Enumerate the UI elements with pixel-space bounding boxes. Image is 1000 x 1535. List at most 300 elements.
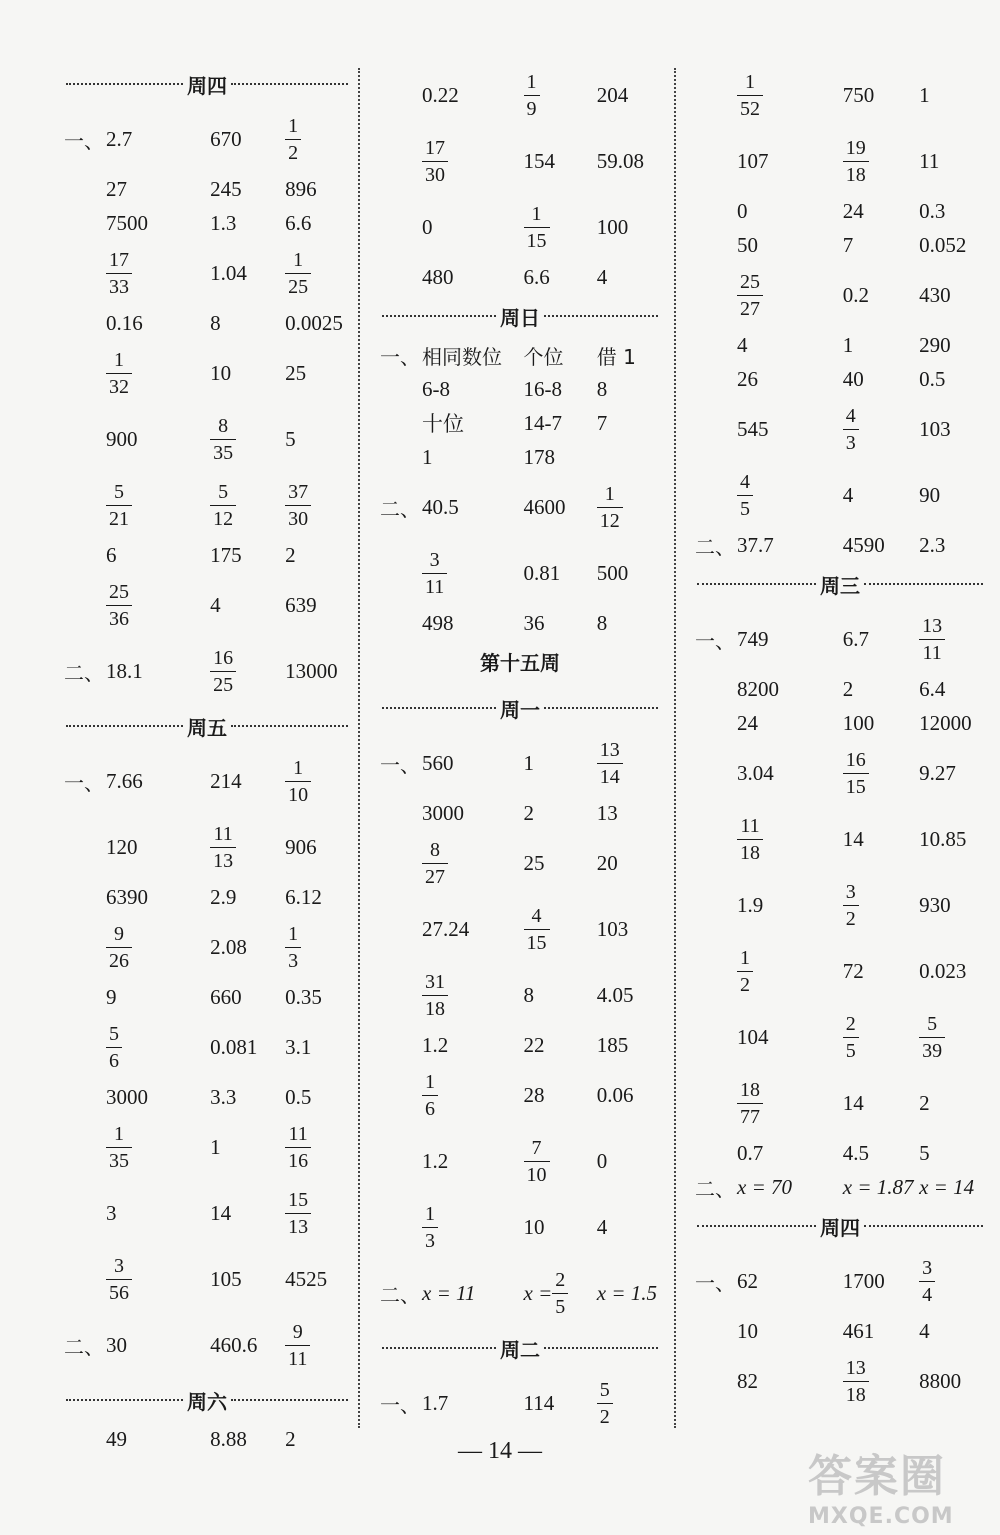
answer-cell: 430	[919, 282, 951, 307]
section-header	[380, 1326, 660, 1370]
fraction	[737, 816, 763, 863]
denominator: 56	[106, 1279, 132, 1303]
answer-row	[695, 1248, 985, 1314]
answer-cell: 0.023	[919, 958, 967, 983]
question-number: 二、	[695, 534, 735, 559]
question-number: 一、	[380, 1392, 420, 1417]
numerator: 9	[114, 922, 124, 945]
answer-cell	[106, 582, 210, 629]
numerator: 11	[288, 1122, 308, 1145]
answer-cell: 13000	[285, 658, 338, 683]
section-title: 周五	[187, 715, 227, 740]
answer-cell	[422, 1204, 524, 1251]
answer-row	[64, 406, 350, 472]
denominator: 18	[422, 995, 448, 1019]
answer-cell	[524, 906, 597, 953]
numerator: 5	[599, 1378, 610, 1401]
answer-row	[64, 572, 350, 638]
answer-row	[695, 1314, 985, 1348]
denominator: 14	[597, 763, 623, 787]
answer-row	[380, 1028, 660, 1062]
answer-cell: 7.66	[106, 768, 143, 793]
denominator: 3	[285, 947, 301, 971]
answer-cell: 16-8	[523, 376, 563, 401]
denominator: 30	[285, 505, 311, 529]
answer-cell: 借 1	[596, 344, 636, 369]
denominator: 18	[843, 161, 869, 185]
answer-cell: 120	[106, 834, 138, 859]
answer-cell: 8200	[737, 676, 779, 701]
answer-cell: 460.6	[210, 1332, 258, 1357]
answer-cell: 100	[842, 710, 875, 735]
denominator: 5	[737, 495, 753, 519]
answer-cell: 6.7	[842, 626, 870, 651]
answer-cell	[597, 484, 660, 531]
answer-cell: 4	[842, 482, 854, 507]
answer-cell: 0	[737, 198, 748, 223]
equation: x = 14	[919, 1174, 975, 1199]
answer-row	[380, 62, 660, 128]
answer-cell: 178	[523, 444, 556, 469]
answer-row	[64, 538, 350, 572]
numerator: 13	[922, 614, 943, 637]
answer-cell: 2	[523, 800, 535, 825]
answer-cell: 4	[737, 332, 748, 357]
dotted-leader	[231, 725, 348, 727]
dotted-leader	[544, 1347, 658, 1349]
denominator: 18	[843, 1381, 869, 1405]
answer-cell: 十位	[422, 412, 464, 436]
numerator: 4	[531, 904, 542, 927]
denominator: 13	[285, 1213, 311, 1237]
fraction	[919, 1014, 945, 1061]
answer-cell	[422, 1072, 524, 1119]
numerator: 11	[740, 814, 760, 837]
question-number: 二、	[380, 496, 420, 521]
fraction	[597, 484, 623, 531]
answer-cell: 2	[285, 1426, 296, 1451]
fraction	[422, 972, 448, 1019]
answer-cell: 1.2	[422, 1148, 449, 1173]
answer-cell: 10	[210, 360, 232, 385]
answer-cell: 50	[737, 232, 758, 257]
numerator: 3	[922, 1256, 933, 1279]
page-number-value: 14	[488, 1438, 512, 1464]
answer-cell	[422, 138, 524, 185]
answer-cell	[106, 924, 210, 971]
answer-row	[695, 606, 985, 672]
answer-row	[64, 1080, 350, 1114]
denominator: 2	[737, 971, 753, 995]
answer-cell	[210, 824, 285, 871]
answer-cell: 103	[596, 916, 629, 941]
answer-row	[64, 306, 350, 340]
numerator: 17	[425, 136, 445, 159]
fraction	[597, 1380, 613, 1427]
answer-row	[64, 106, 350, 172]
answer-cell: 37.7	[737, 532, 774, 557]
page-number: — 14 —	[458, 1438, 542, 1464]
answer-cell	[919, 1175, 985, 1200]
answer-cell: 480	[422, 264, 454, 289]
answer-cell: 896	[285, 176, 317, 201]
answer-row	[695, 706, 985, 740]
answer-cell: 906	[285, 834, 317, 859]
equation: x = 1.87	[842, 1174, 914, 1199]
section-title: 周二	[500, 1337, 540, 1362]
answer-cell: 0.0025	[285, 310, 343, 335]
answer-row	[695, 672, 985, 706]
answer-cell	[422, 550, 524, 597]
section-title: 周四	[820, 1215, 860, 1240]
answer-row	[64, 880, 350, 914]
answer-row	[380, 730, 660, 796]
answer-cell: 1	[210, 1134, 221, 1159]
answer-cell	[285, 924, 350, 971]
watermark-text: 答案圈	[808, 1451, 946, 1502]
answer-cell: 0.06	[596, 1082, 634, 1107]
answer-row	[695, 528, 985, 562]
answer-cell: 4.5	[842, 1140, 870, 1165]
answer-cell: 6.12	[285, 884, 322, 909]
answer-cell	[285, 250, 350, 297]
answer-row	[380, 606, 660, 640]
denominator: 10	[524, 1161, 550, 1185]
answer-cell	[422, 1281, 524, 1306]
question-number: 一、	[64, 128, 104, 153]
answer-cell: 13	[596, 800, 618, 825]
denominator: 15	[524, 929, 550, 953]
answer-cell: 49	[106, 1426, 127, 1451]
numerator: 19	[845, 136, 866, 159]
answer-cell	[524, 1138, 597, 1185]
answer-cell	[210, 648, 285, 695]
answer-cell: 10.85	[919, 826, 967, 851]
answer-cell	[210, 416, 285, 463]
denominator: 35	[106, 1147, 132, 1171]
answer-cell: 3.3	[210, 1084, 237, 1109]
answer-cell	[843, 1175, 919, 1200]
denominator: 2	[597, 1403, 613, 1427]
answer-cell: 2.7	[106, 126, 133, 151]
numerator: 3	[845, 880, 856, 903]
answer-row	[380, 1370, 660, 1436]
answer-row	[380, 474, 660, 540]
numerator: 1	[425, 1202, 435, 1225]
answer-cell: 14	[842, 1090, 864, 1115]
question-number: 二、	[64, 660, 104, 685]
answer-row	[695, 362, 985, 396]
right-column	[695, 62, 985, 1414]
dotted-leader	[382, 315, 496, 317]
numerator: 13	[599, 738, 620, 761]
answer-cell: 2.08	[210, 934, 247, 959]
answer-cell	[285, 1124, 350, 1171]
answer-cell	[843, 406, 919, 453]
section-header	[64, 1378, 350, 1422]
fraction	[106, 1256, 132, 1303]
answer-row	[380, 1194, 660, 1260]
answer-cell: 12000	[919, 710, 972, 735]
answer-cell	[843, 138, 919, 185]
dotted-leader	[544, 315, 658, 317]
denominator: 10	[285, 781, 311, 805]
section-title: 周四	[187, 73, 227, 98]
answer-cell: 104	[737, 1024, 769, 1049]
answer-cell: 30	[106, 1332, 127, 1357]
answer-row	[695, 1004, 985, 1070]
answer-row	[695, 228, 985, 262]
fraction	[843, 138, 869, 185]
numerator: 1	[293, 756, 304, 779]
denominator: 12	[597, 507, 623, 531]
fraction	[737, 72, 763, 119]
dotted-leader	[382, 1347, 496, 1349]
fraction	[422, 138, 448, 185]
fraction	[422, 1204, 438, 1251]
answer-cell: 750	[842, 82, 875, 107]
answer-cell: 0	[422, 214, 433, 239]
section-title: 周三	[820, 573, 860, 598]
answer-row	[695, 262, 985, 328]
fraction	[285, 116, 301, 163]
answer-cell: 105	[210, 1266, 242, 1291]
denominator: 11	[285, 1345, 310, 1369]
fraction	[843, 406, 859, 453]
answer-cell: 0.35	[285, 984, 322, 1009]
fraction	[597, 740, 623, 787]
fraction	[524, 1138, 550, 1185]
answer-row	[695, 1070, 985, 1136]
answer-cell	[597, 740, 660, 787]
denominator: 36	[106, 605, 132, 629]
fraction	[106, 1124, 132, 1171]
denominator: 27	[737, 295, 763, 319]
answer-cell: 14-7	[523, 410, 563, 435]
answer-cell: 0.81	[523, 560, 561, 585]
denominator: 30	[422, 161, 448, 185]
denominator: 25	[285, 273, 311, 297]
answer-row	[695, 806, 985, 872]
equation: x = 11	[422, 1280, 476, 1305]
answer-row	[695, 328, 985, 362]
answer-cell: 8800	[919, 1368, 962, 1393]
answer-cell	[737, 72, 843, 119]
answer-row	[380, 796, 660, 830]
fraction	[422, 550, 447, 597]
answer-cell: 1.9	[737, 892, 764, 917]
answer-cell: 26	[737, 366, 758, 391]
answer-cell	[843, 882, 919, 929]
numerator: 1	[293, 248, 304, 271]
dotted-leader	[66, 83, 183, 85]
answer-row	[380, 830, 660, 896]
answer-cell: 4	[210, 592, 221, 617]
denominator: 3	[422, 1227, 438, 1251]
column-divider	[674, 68, 676, 1428]
numerator: 11	[213, 822, 233, 845]
dotted-leader	[864, 583, 983, 585]
answer-cell: 290	[919, 332, 951, 357]
answer-cell: 4525	[285, 1266, 328, 1291]
answer-row	[64, 472, 350, 538]
answer-row	[695, 62, 985, 128]
dotted-leader	[231, 1399, 348, 1401]
answer-row	[64, 748, 350, 814]
answer-cell	[524, 204, 597, 251]
middle-column	[380, 62, 660, 1436]
fraction	[285, 924, 301, 971]
answer-cell: 7500	[106, 210, 148, 235]
answer-row	[64, 1014, 350, 1080]
fraction	[524, 204, 550, 251]
answer-cell: 4.05	[596, 982, 634, 1007]
section-title: 周一	[500, 697, 540, 722]
answer-cell: 930	[919, 892, 951, 917]
section-header	[695, 1204, 985, 1248]
denominator: 18	[737, 839, 763, 863]
answer-cell: 27.24	[422, 916, 470, 941]
numerator: 31	[425, 970, 445, 993]
answer-cell: 62	[737, 1268, 758, 1293]
answer-cell	[919, 616, 985, 663]
answer-cell: 22	[523, 1032, 545, 1057]
answer-cell: 6.6	[285, 210, 312, 235]
answer-row	[380, 440, 660, 474]
answer-cell	[737, 816, 843, 863]
answer-cell	[285, 482, 350, 529]
denominator: 2	[285, 139, 301, 163]
numerator: 1	[288, 922, 299, 945]
answer-cell	[843, 1358, 919, 1405]
answer-cell: 0.16	[106, 310, 143, 335]
answer-cell: 639	[285, 592, 317, 617]
denominator: 9	[524, 95, 540, 119]
answer-cell	[843, 750, 919, 797]
answer-cell: 8	[210, 310, 221, 335]
numerator: 1	[745, 70, 755, 93]
numerator: 1	[604, 482, 615, 505]
answer-cell: 114	[523, 1390, 555, 1415]
answer-cell: 0.081	[210, 1034, 258, 1059]
answer-cell: 82	[737, 1368, 758, 1393]
answer-cell	[106, 350, 210, 397]
dotted-leader	[382, 707, 496, 709]
section-header	[64, 704, 350, 748]
answer-row	[64, 240, 350, 306]
dotted-leader	[864, 1225, 983, 1227]
answer-cell: 8	[523, 982, 535, 1007]
answer-cell: 6.6	[523, 264, 550, 289]
dotted-leader	[697, 583, 816, 585]
answer-cell: 6-8	[422, 376, 450, 401]
answer-cell: 9.27	[919, 760, 956, 785]
week-title: 第十五周	[480, 651, 560, 675]
numerator: 4	[740, 470, 750, 493]
answer-cell: 6390	[106, 884, 148, 909]
question-number: 一、	[64, 770, 104, 795]
question-number: 一、	[380, 752, 420, 777]
answer-cell	[285, 1322, 350, 1369]
answer-cell: 相同数位	[422, 344, 502, 369]
answer-cell: 1	[842, 332, 854, 357]
answer-cell: 3000	[422, 800, 464, 825]
numerator: 25	[740, 270, 760, 293]
denominator: 6	[422, 1095, 438, 1119]
section-title: 周六	[187, 1389, 227, 1414]
answer-cell	[524, 1270, 597, 1317]
answer-cell: 2	[285, 542, 296, 567]
numerator: 18	[740, 1078, 760, 1101]
answer-cell: 59.08	[596, 148, 645, 173]
answer-row	[380, 194, 660, 260]
answer-row	[64, 206, 350, 240]
fraction	[106, 582, 132, 629]
answer-row	[695, 462, 985, 528]
fraction	[210, 482, 236, 529]
answer-cell: 3000	[106, 1084, 148, 1109]
fraction	[843, 750, 869, 797]
answer-cell: 1	[523, 750, 535, 775]
answer-cell: 40.5	[422, 494, 459, 519]
section-header	[380, 294, 660, 338]
fraction	[422, 840, 448, 887]
denominator: 15	[524, 227, 550, 251]
question-number: 一、	[380, 344, 420, 369]
answer-cell	[843, 1014, 919, 1061]
denominator: 3	[843, 429, 859, 453]
section-header	[695, 562, 985, 606]
answer-cell	[737, 472, 843, 519]
numerator: 17	[109, 248, 129, 271]
fraction	[210, 824, 236, 871]
answer-row	[380, 1062, 660, 1128]
answer-cell	[597, 1380, 660, 1427]
answer-cell: 2.3	[919, 532, 946, 557]
fraction	[285, 1124, 311, 1171]
answer-cell: 1	[919, 82, 930, 107]
numerator: 5	[109, 1022, 119, 1045]
answer-cell: 204	[596, 82, 629, 107]
answer-cell	[285, 758, 350, 805]
fraction	[106, 1024, 122, 1071]
answer-cell: 0	[596, 1148, 608, 1173]
denominator: 26	[106, 947, 132, 971]
answer-row	[64, 1180, 350, 1246]
watermark-logo	[808, 1440, 988, 1529]
answer-row	[380, 406, 660, 440]
fraction	[106, 350, 132, 397]
answer-row	[380, 1128, 660, 1194]
fraction	[285, 482, 311, 529]
denominator: 52	[737, 95, 763, 119]
denominator: 13	[210, 847, 236, 871]
denominator: 33	[106, 273, 132, 297]
answer-row	[695, 938, 985, 1004]
answer-cell: 3	[106, 1200, 117, 1225]
fraction	[210, 648, 236, 695]
answer-cell: 0.22	[422, 82, 459, 107]
denominator: 2	[843, 905, 859, 929]
section-header	[380, 686, 660, 730]
answer-cell: 1.2	[422, 1032, 449, 1057]
question-number: 二、	[380, 1282, 420, 1307]
denominator: 27	[422, 863, 448, 887]
answer-row	[380, 540, 660, 606]
answer-cell: 154	[523, 148, 556, 173]
answer-cell: 4	[596, 264, 608, 289]
answer-row	[695, 194, 985, 228]
